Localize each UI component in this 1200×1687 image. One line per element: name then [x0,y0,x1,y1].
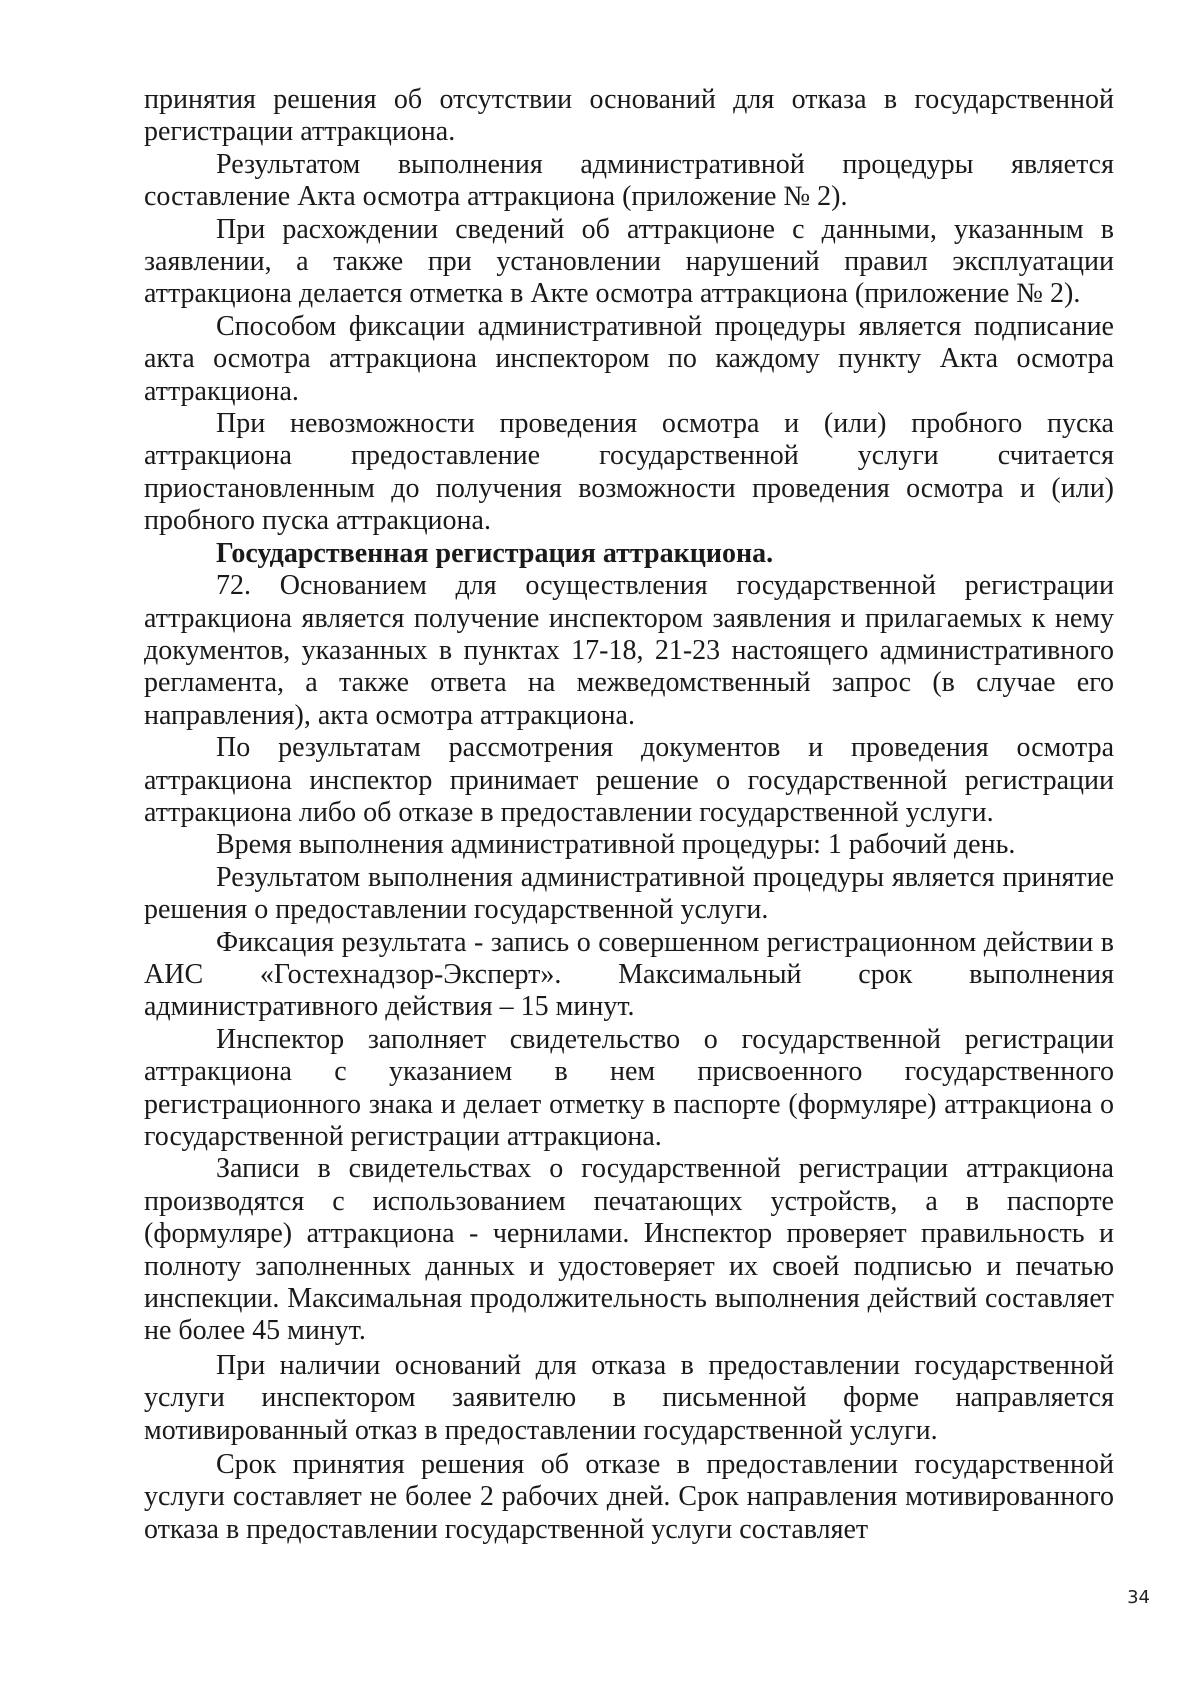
document-body [144,84,1114,1546]
section-heading: Государственная регистрация аттракциона. [216,537,774,569]
paragraph-fixation-method: Способом фиксации административной процедуры является подписание акта осмотра аттракциона инспектором по каждому пункту Акта осмотра аттракциона. [144,310,1114,407]
paragraph-refusal-grounds: При наличии оснований для отказа в предоставлении государственной услуги инспектором заявителю в письменной форме направляется мотивированный отказ в предоставлении государственной услуги. [144,1349,1114,1446]
paragraph-discrepancy-note: При расхождении сведений об аттракционе с данными, указанным в заявлении, а также при установлении нарушений правил эксплуатации аттракциона делается отметка в Акте осмотра аттракциона (приложение № 2). [144,213,1114,310]
paragraph-clause-72: 72. Основанием для осуществления государственной регистрации аттракциона является получение инспектором заявления и прилагаемых к нему документов, указанных в пунктах 17-18, 21-23 настоящего административного регламента, а также ответа на межведомственный запрос (в случае его направления), акта осмотра аттракциона. [144,570,1114,731]
page-number: 34 [1127,1587,1150,1608]
paragraph-certificate-records: Записи в свидетельствах о государственной регистрации аттракциона производятся с использованием печатающих устройств, а в паспорте (формуляре) аттракциона - чернилами. Инспектор проверяет правильность и полноту заполненных данных и удостоверяет их своей подписью и печатью инспекции. Максимальная продолжительность выполнения действий составляет не более 45 минут. [144,1153,1114,1347]
paragraph-certificate-fill: Инспектор заполняет свидетельство о государственной регистрации аттракциона с указанием в нем присвоенного государственного регистрационного знака и делает отметку в паспорте (формуляре) аттракциона о государственной регистрации аттракциона. [144,1023,1114,1152]
paragraph-procedure-time: Время выполнения административной процедуры: 1 рабочий день. [216,829,1016,861]
paragraph-inspection-impossible: При невозможности проведения осмотра и (или) пробного пуска аттракциона предоставление государственной услуги считается приостановленным до получения возможности проведения осмотра и (или) пробного пуска аттракциона. [144,408,1114,537]
paragraph-procedure-result: Результатом выполнения административной процедуры является принятие решения о предоставлении государственной услуги. [144,861,1114,926]
paragraph-review-results: По результатам рассмотрения документов и проведения осмотра аттракциона инспектор принимает решение о государственной регистрации аттракциона либо об отказе в предоставлении государственной услуги. [144,732,1114,828]
paragraph-continuation: принятия решения об отсутствии оснований для отказа в государственной регистрации аттракциона. [144,84,1114,148]
paragraph-refusal-term: Срок принятия решения об отказе в предоставлении государственной услуги составляет не более 2 рабочих дней. Срок направления мотивированного отказа в предоставлении государственной услуги составляет [144,1449,1114,1545]
paragraph-inspection-result: Результатом выполнения административной процедуры является составление Акта осмотра аттракциона (приложение № 2). [144,148,1114,213]
paragraph-result-fixation: Фиксация результата - запись о совершенном регистрационном действии в АИС «Гостехнадзор-Эксперт». Максимальный срок выполнения административного действия – 15 минут. [144,926,1114,1023]
